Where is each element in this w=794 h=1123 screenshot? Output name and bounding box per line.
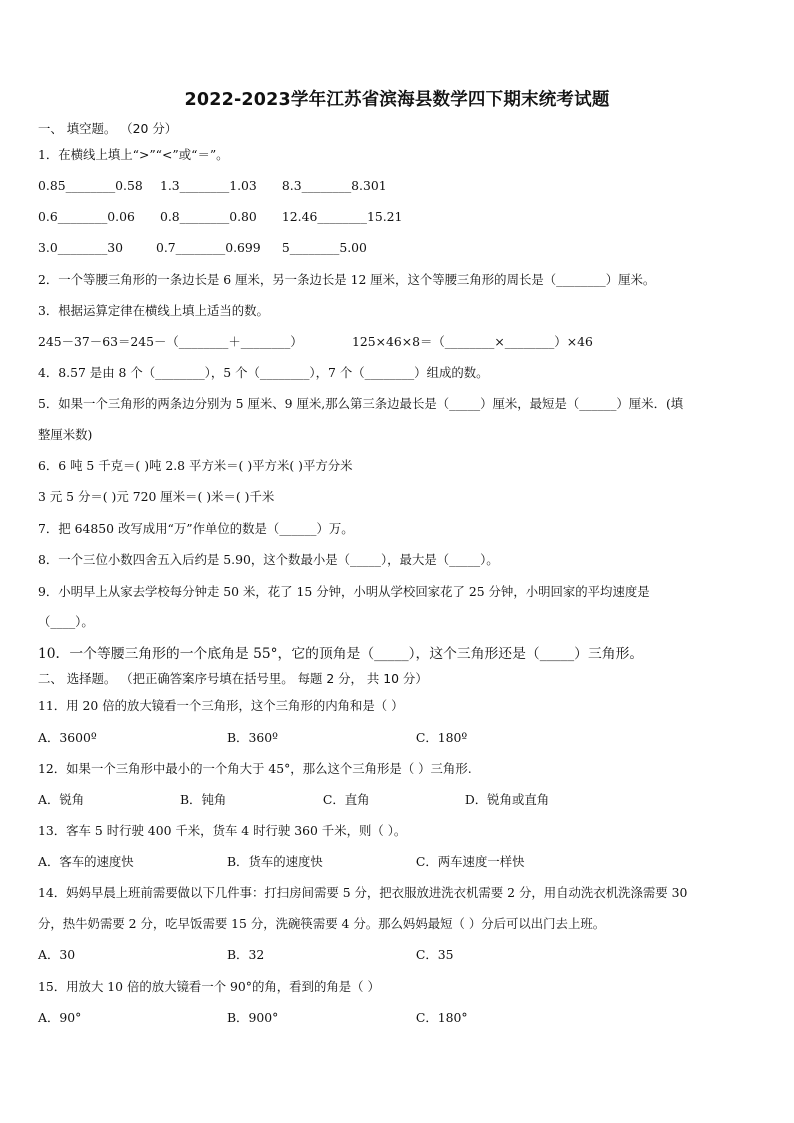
question-13: 13．客车 5 时行驶 400 千米，货车 4 时行驶 360 千米，则（ ）。 <box>38 823 407 838</box>
option-a: A．90° <box>38 1010 82 1025</box>
section-fill-blank-heading: 一、 填空题。 （20 分） <box>38 121 178 136</box>
option-b: B．货车的速度快 <box>226 854 323 869</box>
option-a: A．30 <box>38 947 76 962</box>
question-8: 8．一个三位小数四舍五入后约是 5.90，这个数最小是（_____），最大是（_____）。 <box>38 552 499 567</box>
blank-item: 0.85________0.58 <box>38 178 143 193</box>
option-c: C．35 <box>415 947 454 962</box>
question-3: 3．根据运算定律在横线上填上适当的数。 <box>38 303 269 318</box>
question-9-line-1: 9．小明早上从家去学校每分钟走 50 米，花了 15 分钟，小明从学校回家花了 25 分钟，小明回家的平均速度是 <box>38 584 650 599</box>
question-12: 12．如果一个三角形中最小的一个角大于 45°，那么这个三角形是（ ）三角形. <box>38 761 472 776</box>
option-a: A．客车的速度快 <box>38 854 134 869</box>
question-11: 11．用 20 倍的放大镜看一个三角形，这个三角形的内角和是（ ） <box>38 698 404 713</box>
question-13-options <box>38 853 525 871</box>
expression-a: 245－37－63＝245－（________＋________） <box>38 334 303 349</box>
question-7: 7．把 64850 改写成用“万”作单位的数是（______）万。 <box>38 521 354 536</box>
section-choice-heading: 二、 选择题。 （把正确答案序号填在括号里。 每题 2 分， 共 10 分） <box>38 671 428 686</box>
question-11-options <box>38 729 467 747</box>
question-10: 10．一个等腰三角形的一个底角是 55°，它的顶角是（_____），这个三角形还是（_____）三角形。 <box>38 646 644 662</box>
question-9-line-2: （____）。 <box>38 614 94 629</box>
question-15-options <box>38 1009 468 1027</box>
option-b: B．900° <box>226 1010 279 1025</box>
blank-item: 8.3________8.301 <box>281 178 387 193</box>
question-1-row-2 <box>38 208 402 226</box>
question-15: 15．用放大 10 倍的放大镜看一个 90°的角，看到的角是（ ） <box>38 979 380 994</box>
question-6-line-1: 6．6 吨 5 千克＝( )吨 2.8 平方米＝( )平方米( )平方分米 <box>38 458 353 473</box>
question-5-line-2: 整厘米数) <box>38 427 93 442</box>
blank-item: 0.6________0.06 <box>38 209 135 224</box>
blank-item: 12.46________15.21 <box>281 209 403 224</box>
question-14-line-2: 分，热牛奶需要 2 分，吃早饭需要 15 分，洗碗筷需要 4 分。那么妈妈最短（ ）分后可以出门去上班。 <box>38 916 606 931</box>
option-c: C．180º <box>415 730 468 745</box>
expression-b: 125×46×8＝（________×________）×46 <box>351 334 593 349</box>
option-b: B．32 <box>226 947 265 962</box>
option-a: A．锐角 <box>38 792 85 807</box>
blank-item: 0.7________0.699 <box>155 240 261 255</box>
question-12-options <box>38 791 549 809</box>
question-2: 2．一个等腰三角形的一条边长是 6 厘米，另一条边长是 12 厘米，这个等腰三角形的周长是（________）厘米。 <box>38 272 656 287</box>
option-a: A．3600º <box>38 730 97 745</box>
question-14-options <box>38 946 454 964</box>
page-title: 2022-2023学年江苏省滨海县数学四下期末统考试题 <box>184 90 610 110</box>
option-c: C．直角 <box>322 792 370 807</box>
question-1: 1．在横线上填上“>”“<”或“＝”。 <box>38 147 229 162</box>
option-c: C．180° <box>415 1010 468 1025</box>
blank-item: 3.0________30 <box>38 240 124 255</box>
blank-item: 0.8________0.80 <box>159 209 257 224</box>
blank-item: 1.3________1.03 <box>159 178 257 193</box>
question-3-expressions <box>38 333 593 351</box>
question-4: 4．8.57 是由 8 个（________），5 个（________），7 个（________）组成的数。 <box>38 365 489 380</box>
option-c: C．两车速度一样快 <box>415 854 525 869</box>
question-1-row-1 <box>38 177 387 195</box>
blank-item: 5________5.00 <box>281 240 367 255</box>
question-1-row-3 <box>38 239 367 257</box>
question-14-line-1: 14．妈妈早晨上班前需要做以下几件事：打扫房间需要 5 分，把衣服放进洗衣机需要 2 分，用自动洗衣机洗涤需要 30 <box>38 885 688 900</box>
question-5-line-1: 5．如果一个三角形的两条边分别为 5 厘米、9 厘米,那么第三条边最长是（_____）厘米，最短是（______）厘米．(填 <box>38 396 684 411</box>
question-6-line-2: 3 元 5 分＝( )元 720 厘米＝( )米＝( )千米 <box>38 489 275 504</box>
option-b: B．360º <box>226 730 278 745</box>
option-b: B．钝角 <box>179 792 227 807</box>
option-d: D．锐角或直角 <box>464 792 550 807</box>
